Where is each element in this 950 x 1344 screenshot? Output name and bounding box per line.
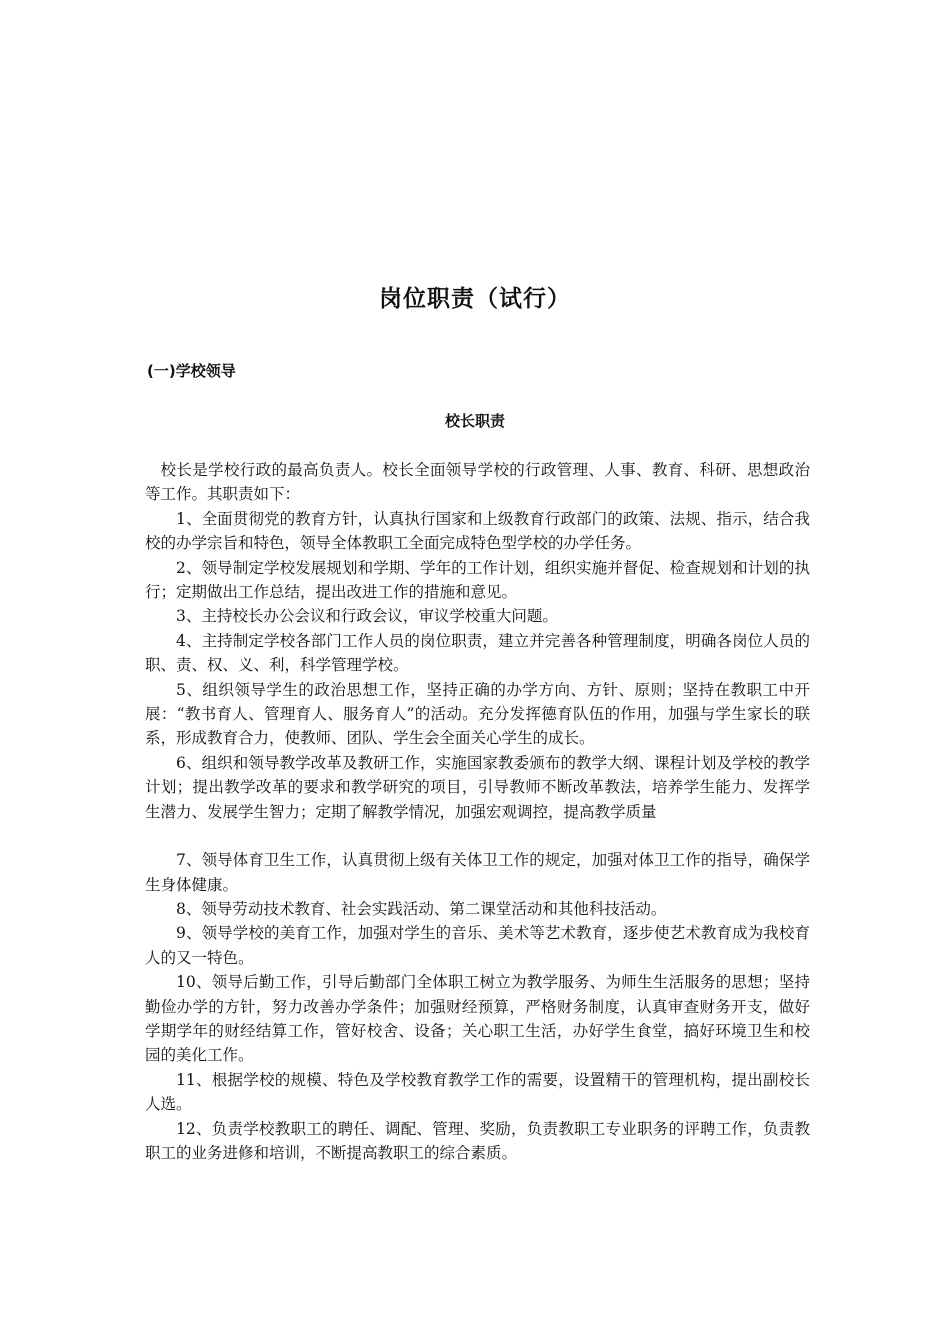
duty-item-5: 5、组织领导学生的政治思想工作，坚持正确的办学方向、方针、原则；坚持在教职工中开展：“教书育人、管理育人、服务育人”的活动。充分发挥德育队伍的作用，加强与学生家长的联系，形成教育合力，使教师、团队、学生会全面关心学生的成长。 <box>145 680 810 748</box>
duty-item-7: 7、领导体育卫生工作，认真贯彻上级有关体卫工作的规定，加强对体卫工作的指导，确保学生身体健康。 <box>145 851 810 894</box>
document-title: 岗位职责（试行） <box>379 286 571 312</box>
duty-item-6: 6、组织和领导教学改革及教研工作，实施国家教委颁布的教学大纲、课程计划及学校的教学计划；提出教学改革的要求和教学研究的项目，引导教师不断改革教法，培养学生能力、发挥学生潜力、发展学生智力；定期了解教学情况，加强宏观调控，提高教学质量 <box>145 753 810 821</box>
duty-item-1: 1、全面贯彻党的教育方针，认真执行国家和上级教育行政部门的政策、法规、指示，结合我校的办学宗旨和特色，领导全体教职工全面完成特色型学校的办学任务。 <box>145 509 810 553</box>
body-text <box>145 458 810 1165</box>
section-heading: (一)学校领导 <box>147 362 236 380</box>
sub-heading: 校长职责 <box>444 412 505 430</box>
duty-item-4: 4、主持制定学校各部门工作人员的岗位职责，建立并完善各种管理制度，明确各岗位人员的职、责、权、义、利，科学管理学校。 <box>145 631 810 675</box>
intro-paragraph: 校长是学校行政的最高负责人。校长全面领导学校的行政管理、人事、教育、科研、思想政治等工作。其职责如下： <box>145 461 810 504</box>
duty-item-3: 3、主持校长办公会议和行政会议，审议学校重大问题。 <box>176 607 558 626</box>
duty-item-8: 8、领导劳动技术教育、社会实践活动、第二课堂活动和其他科技活动。 <box>176 899 667 918</box>
duty-item-9: 9、领导学校的美育工作，加强对学生的音乐、美术等艺术教育，逐步使艺术教育成为我校育人的又一特色。 <box>145 924 810 967</box>
duty-item-12: 12、负责学校教职工的聘任、调配、管理、奖励，负责教职工专业职务的评聘工作，负责教职工的业务进修和培训，不断提高教职工的综合素质。 <box>145 1119 810 1162</box>
duty-item-2: 2、领导制定学校发展规划和学期、学年的工作计划，组织实施并督促、检查规划和计划的执行；定期做出工作总结，提出改进工作的措施和意见。 <box>145 558 810 602</box>
duty-item-11: 11、根据学校的规模、特色及学校教育教学工作的需要，设置精干的管理机构，提出副校长人选。 <box>145 1070 810 1114</box>
duty-item-10: 10、领导后勤工作，引导后勤部门全体职工树立为教学服务、为师生生活服务的思想；坚持勤俭办学的方针，努力改善办学条件；加强财经预算，严格财务制度，认真审查财务开支，做好学期学年的财经结算工作，管好校舍、设备；关心职工生活，办好学生食堂，搞好环境卫生和校园的美化工作。 <box>145 973 810 1065</box>
